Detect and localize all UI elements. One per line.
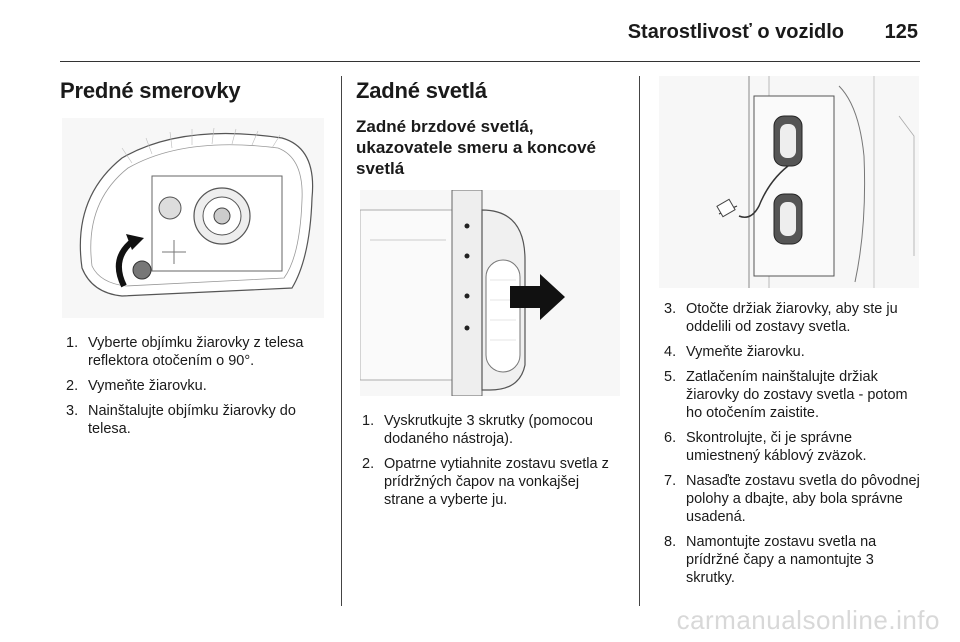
page-header	[60, 18, 920, 62]
list-item: 7. Nasaďte zostavu svetla do pôvodnej polohy a dbajte, aby bola správne usadená.	[664, 473, 920, 525]
subsection-title: Zadné brzdové svetlá, ukazovatele smeru a koncové svetlá	[356, 117, 597, 178]
rear-light-steps	[362, 412, 622, 516]
watermark: carmanualsonline.info	[676, 605, 940, 635]
page-number: 125	[884, 21, 918, 43]
front-indicator-steps	[66, 334, 328, 445]
list-item: 2. Opatrne vytiahnite zostavu svetla z prídržných čapov na vonkajšej strane a vyberte ju.	[362, 456, 609, 508]
list-item: 6. Skontrolujte, či je správne umiestnený káblový zväzok.	[664, 430, 867, 464]
section-title-front-indicators: Predné smerovky	[60, 78, 241, 103]
bulb-replacement-steps	[664, 300, 924, 594]
rear-light-illustration	[360, 190, 620, 396]
bulb-holder-illustration	[659, 76, 919, 288]
column-divider-2	[639, 76, 640, 606]
list-item: 1. Vyskrutkujte 3 skrutky (pomocou dodaného nástroja).	[362, 413, 593, 447]
list-item: 3. Nainštalujte objímku žiarovky do telesa.	[66, 403, 296, 437]
list-item: 5. Zatlačením nainštalujte držiak žiarovky do zostavy svetla - potom ho otočením zaistite.	[664, 369, 908, 421]
list-item: 1. Vyberte objímku žiarovky z telesa reflektora otočením o 90°.	[66, 335, 304, 369]
column-divider-1	[341, 76, 342, 606]
list-item: 4. Vymeňte žiarovku.	[664, 344, 805, 360]
running-title: Starostlivosť o vozidlo	[627, 21, 844, 43]
list-item: 3. Otočte držiak žiarovky, aby ste ju oddelili od zostavy svetla.	[664, 301, 898, 335]
section-title-rear-lights: Zadné svetlá	[356, 78, 487, 103]
header-rule	[60, 61, 920, 62]
headlamp-illustration	[62, 118, 324, 318]
list-item: 8. Namontujte zostavu svetla na prídržné čapy a namontujte 3 skrutky.	[664, 534, 877, 586]
list-item: 2. Vymeňte žiarovku.	[66, 378, 207, 394]
